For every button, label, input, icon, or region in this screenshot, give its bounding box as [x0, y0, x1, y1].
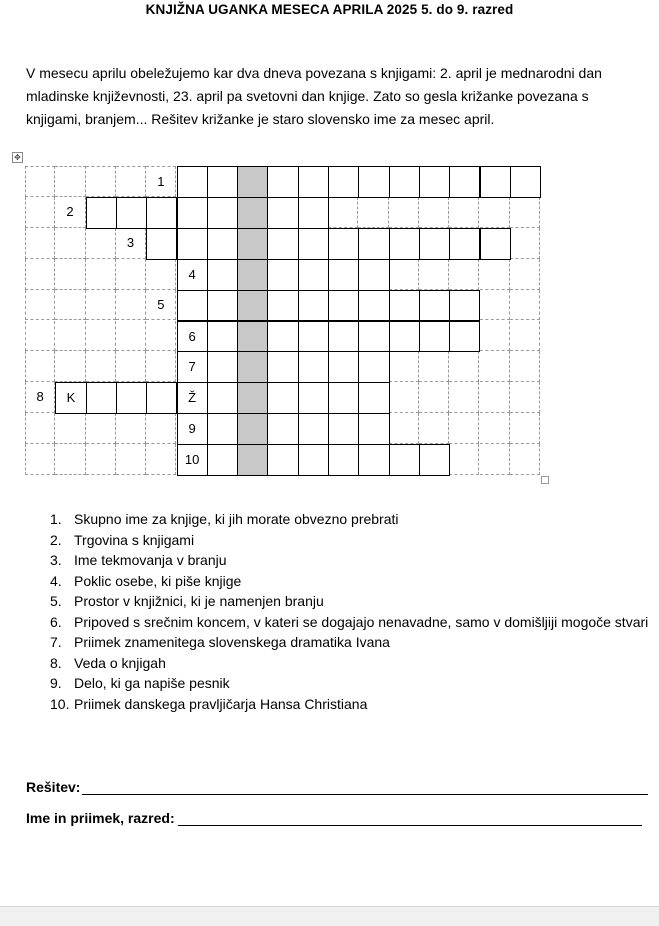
clue-item — [50, 632, 650, 653]
blank-grid-cell — [389, 413, 419, 444]
answer-cell[interactable] — [86, 382, 117, 414]
blank-grid-cell — [116, 259, 146, 290]
answer-cell[interactable] — [358, 290, 389, 322]
row-number-label[interactable]: 6 — [177, 321, 208, 353]
answer-cell[interactable] — [207, 259, 238, 291]
answer-cell[interactable] — [419, 228, 450, 260]
answer-cell[interactable] — [298, 228, 329, 260]
blank-grid-cell — [25, 197, 55, 228]
blank-grid-cell — [480, 259, 510, 290]
answer-cell[interactable] — [207, 290, 238, 322]
answer-cell[interactable] — [267, 413, 298, 445]
clue-item — [50, 673, 650, 694]
answer-cell[interactable] — [267, 321, 298, 353]
blank-grid-cell — [419, 259, 449, 290]
answer-cell[interactable] — [358, 444, 389, 476]
answer-cell[interactable] — [328, 228, 359, 260]
clue-item — [50, 550, 650, 571]
blank-grid-cell — [86, 228, 116, 259]
answer-cell[interactable] — [267, 259, 298, 291]
answer-cell[interactable] — [358, 382, 389, 414]
blank-grid-cell — [146, 321, 176, 352]
blank-grid-cell — [116, 166, 146, 197]
blank-grid-cell — [510, 228, 540, 259]
blank-grid-cell — [86, 444, 116, 475]
blank-grid-cell — [449, 259, 479, 290]
answer-cell[interactable] — [328, 166, 359, 198]
answer-cell[interactable] — [267, 166, 298, 198]
solution-cell[interactable] — [237, 290, 268, 322]
answer-cell[interactable] — [207, 444, 238, 476]
blank-grid-cell — [510, 197, 540, 228]
solution-cell[interactable] — [237, 166, 268, 198]
answer-cell[interactable] — [298, 321, 329, 353]
answer-cell[interactable] — [358, 413, 389, 445]
answer-cell[interactable] — [389, 321, 420, 353]
answer-cell[interactable] — [449, 228, 480, 260]
solution-cell[interactable] — [237, 444, 268, 476]
blank-grid-cell — [480, 444, 510, 475]
blank-grid-cell — [510, 321, 540, 352]
solution-cell[interactable] — [237, 197, 268, 229]
answer-cell[interactable] — [267, 290, 298, 322]
row-number-label[interactable]: 4 — [177, 259, 208, 291]
blank-grid-cell — [449, 197, 479, 228]
answer-cell[interactable] — [389, 444, 420, 476]
blank-grid-cell — [25, 321, 55, 352]
row-number-label: 1 — [146, 166, 176, 197]
blank-grid-cell — [480, 413, 510, 444]
blank-grid-cell — [480, 321, 510, 352]
blank-grid-cell — [389, 351, 419, 382]
answer-cell[interactable] — [177, 228, 208, 260]
answer-cell[interactable] — [267, 351, 298, 383]
answer-cell[interactable] — [328, 382, 359, 414]
answer-cell[interactable] — [480, 166, 511, 198]
blank-grid-cell — [55, 444, 85, 475]
answer-cell[interactable] — [510, 166, 541, 198]
clue-text: Ime tekmovanja v branju — [74, 552, 227, 568]
blank-grid-cell — [86, 166, 116, 197]
solution-label: Rešitev: — [26, 779, 81, 795]
answer-cell[interactable] — [389, 228, 420, 260]
answer-cell[interactable] — [419, 290, 450, 322]
answer-cell[interactable] — [116, 382, 147, 414]
table-move-handle-icon[interactable]: ✥ — [12, 152, 23, 163]
status-bar — [0, 906, 659, 926]
row-number-label: 3 — [116, 228, 146, 259]
blank-grid-cell — [55, 259, 85, 290]
blank-grid-cell — [389, 197, 419, 228]
row-number-label[interactable]: 9 — [177, 413, 208, 445]
answer-cell[interactable] — [86, 197, 117, 229]
blank-grid-cell — [116, 321, 146, 352]
solution-cell[interactable] — [237, 259, 268, 291]
solution-input-line[interactable] — [82, 794, 648, 795]
row-number-label[interactable]: 10 — [177, 444, 208, 476]
clue-number: 8. — [50, 654, 62, 671]
blank-grid-cell — [25, 413, 55, 444]
answer-cell[interactable] — [419, 321, 450, 353]
blank-grid-cell — [146, 444, 176, 475]
blank-grid-cell — [449, 382, 479, 413]
answer-cell[interactable] — [328, 290, 359, 322]
blank-grid-cell — [86, 413, 116, 444]
name-label: Ime in priimek, razred: — [26, 810, 175, 826]
clue-text: Priimek danskega pravljičarja Hansa Christiana — [74, 695, 368, 712]
blank-grid-cell — [480, 382, 510, 413]
solution-cell[interactable] — [237, 321, 268, 353]
blank-grid-cell — [86, 351, 116, 382]
blank-grid-cell — [25, 228, 55, 259]
answer-cell[interactable] — [358, 321, 389, 353]
blank-grid-cell — [419, 197, 449, 228]
clue-item — [50, 571, 650, 592]
answer-cell[interactable] — [298, 290, 329, 322]
answer-cell[interactable] — [267, 228, 298, 260]
clue-item — [50, 694, 650, 715]
blank-grid-cell — [389, 259, 419, 290]
solution-cell[interactable] — [237, 382, 268, 414]
answer-cell[interactable] — [449, 166, 480, 198]
answer-cell[interactable] — [358, 228, 389, 260]
answer-cell[interactable] — [328, 259, 359, 291]
answer-cell[interactable] — [207, 351, 238, 383]
answer-cell[interactable] — [449, 290, 480, 322]
clue-text: Pripoved s srečnim koncem, v kateri se dogajajo nenavadne, samo v domišljiji mogoče stvari — [74, 613, 649, 630]
clue-number: 2. — [50, 531, 62, 548]
blank-grid-cell — [389, 382, 419, 413]
answer-cell[interactable] — [116, 197, 147, 229]
clue-text: Trgovina s knjigami — [74, 531, 195, 548]
clue-item — [50, 612, 650, 633]
page-title: KNJIŽNA UGANKA MESECA APRILA 2025 5. do 9. razred — [145, 2, 514, 17]
solution-cell[interactable] — [237, 351, 268, 383]
clue-number: 1. — [50, 511, 62, 527]
answer-cell[interactable] — [177, 290, 208, 322]
blank-grid-cell — [480, 351, 510, 382]
answer-cell[interactable] — [207, 228, 238, 260]
clue-number: 7. — [50, 634, 62, 650]
clue-text: Prostor v knjižnici, ki je namenjen branju — [74, 593, 324, 609]
clue-number: 4. — [50, 572, 62, 589]
blank-grid-cell — [25, 444, 55, 475]
blank-grid-cell — [510, 413, 540, 444]
answer-cell[interactable] — [389, 166, 420, 198]
clue-text: Delo, ki ga napiše pesnik — [74, 675, 230, 691]
answer-cell[interactable] — [207, 166, 238, 198]
clue-number: 10. — [50, 695, 70, 712]
blank-grid-cell — [25, 166, 55, 197]
solution-cell[interactable] — [237, 413, 268, 445]
clue-text: Priimek znamenitega slovenskega dramatika Ivana — [74, 634, 390, 650]
answer-cell[interactable] — [358, 166, 389, 198]
blank-grid-cell — [86, 321, 116, 352]
answer-cell[interactable] — [146, 197, 177, 229]
clue-list — [50, 509, 650, 714]
crossword-grid — [25, 166, 541, 475]
blank-grid-cell — [55, 351, 85, 382]
blank-grid-cell — [419, 351, 449, 382]
blank-grid-cell — [419, 382, 449, 413]
blank-grid-cell — [510, 259, 540, 290]
answer-cell[interactable] — [358, 351, 389, 383]
blank-grid-cell — [510, 290, 540, 321]
blank-grid-cell — [510, 444, 540, 475]
clue-item — [50, 653, 650, 674]
row-number-label: 8 — [25, 382, 55, 413]
answer-cell[interactable] — [207, 382, 238, 414]
blank-grid-cell — [449, 444, 479, 475]
answer-cell[interactable] — [389, 290, 420, 322]
answer-cell[interactable] — [298, 444, 329, 476]
clue-text: Skupno ime za knjige, ki jih morate obvezno prebrati — [74, 511, 399, 527]
clue-text: Poklic osebe, ki piše knjige — [74, 572, 242, 589]
clue-number: 6. — [50, 613, 62, 630]
answer-cell[interactable] — [328, 413, 359, 445]
answer-cell[interactable] — [207, 413, 238, 445]
answer-cell[interactable] — [298, 351, 329, 383]
answer-cell[interactable] — [177, 166, 208, 198]
answer-cell[interactable] — [419, 444, 450, 476]
answer-cell[interactable] — [207, 197, 238, 229]
clue-number: 3. — [50, 552, 62, 568]
blank-grid-cell — [116, 444, 146, 475]
blank-grid-cell — [358, 197, 388, 228]
blank-grid-cell — [146, 351, 176, 382]
intro-paragraph: V mesecu aprilu obeležujemo kar dva dneva povezana s knjigami: 2. april je mednarodni dan mladinske književnosti, 23. april pa svetovni dan knjige. Zato so gesla križanke povezana s knjigami, branjem... Rešitev križanke je staro slovensko ime za mesec april. — [26, 65, 602, 127]
blank-grid-cell — [146, 259, 176, 290]
answer-cell[interactable] — [419, 166, 450, 198]
blank-grid-cell — [25, 290, 55, 321]
solution-cell[interactable] — [237, 228, 268, 260]
blank-grid-cell — [55, 413, 85, 444]
prefilled-letter-cell[interactable]: Ž — [177, 382, 208, 414]
answer-cell[interactable] — [298, 259, 329, 291]
blank-grid-cell — [116, 351, 146, 382]
row-number-label: 5 — [146, 290, 176, 321]
blank-grid-cell — [480, 290, 510, 321]
answer-cell[interactable] — [146, 228, 177, 260]
answer-cell[interactable] — [358, 259, 389, 291]
clue-item — [50, 530, 650, 551]
blank-grid-cell — [116, 290, 146, 321]
clue-item — [50, 591, 650, 612]
blank-grid-cell — [86, 259, 116, 290]
clue-item — [50, 509, 650, 530]
answer-cell[interactable] — [328, 444, 359, 476]
blank-grid-cell — [449, 413, 479, 444]
blank-grid-cell — [25, 259, 55, 290]
blank-grid-cell — [116, 413, 146, 444]
answer-cell[interactable] — [328, 321, 359, 353]
answer-cell[interactable] — [298, 382, 329, 414]
blank-grid-cell — [449, 351, 479, 382]
clue-text: Veda o knjigah — [74, 654, 166, 671]
row-number-label[interactable]: 7 — [177, 351, 208, 383]
blank-grid-cell — [510, 382, 540, 413]
answer-cell[interactable] — [480, 228, 511, 260]
blank-grid-cell — [55, 166, 85, 197]
answer-cell[interactable] — [267, 197, 298, 229]
answer-cell[interactable] — [298, 197, 329, 229]
blank-grid-cell — [55, 290, 85, 321]
prefilled-letter-cell[interactable]: K — [55, 382, 86, 414]
blank-grid-cell — [480, 197, 510, 228]
blank-grid-cell — [510, 351, 540, 382]
blank-grid-cell — [25, 351, 55, 382]
blank-grid-cell — [328, 197, 358, 228]
blank-grid-cell — [55, 321, 85, 352]
answer-cell[interactable] — [328, 351, 359, 383]
answer-cell[interactable] — [267, 382, 298, 414]
blank-grid-cell — [86, 290, 116, 321]
blank-grid-cell — [146, 413, 176, 444]
name-input-line[interactable] — [178, 825, 642, 826]
answer-cell[interactable] — [449, 321, 480, 353]
clue-number: 5. — [50, 593, 62, 609]
blank-grid-cell — [55, 228, 85, 259]
answer-cell[interactable] — [146, 382, 177, 414]
blank-grid-cell — [419, 413, 449, 444]
clue-number: 9. — [50, 675, 62, 691]
answer-cell[interactable] — [267, 444, 298, 476]
answer-cell[interactable] — [298, 413, 329, 445]
table-resize-handle[interactable] — [541, 476, 549, 484]
row-number-label: 2 — [55, 197, 85, 228]
answer-cell[interactable] — [298, 166, 329, 198]
answer-cell[interactable] — [177, 197, 208, 229]
answer-cell[interactable] — [207, 321, 238, 353]
